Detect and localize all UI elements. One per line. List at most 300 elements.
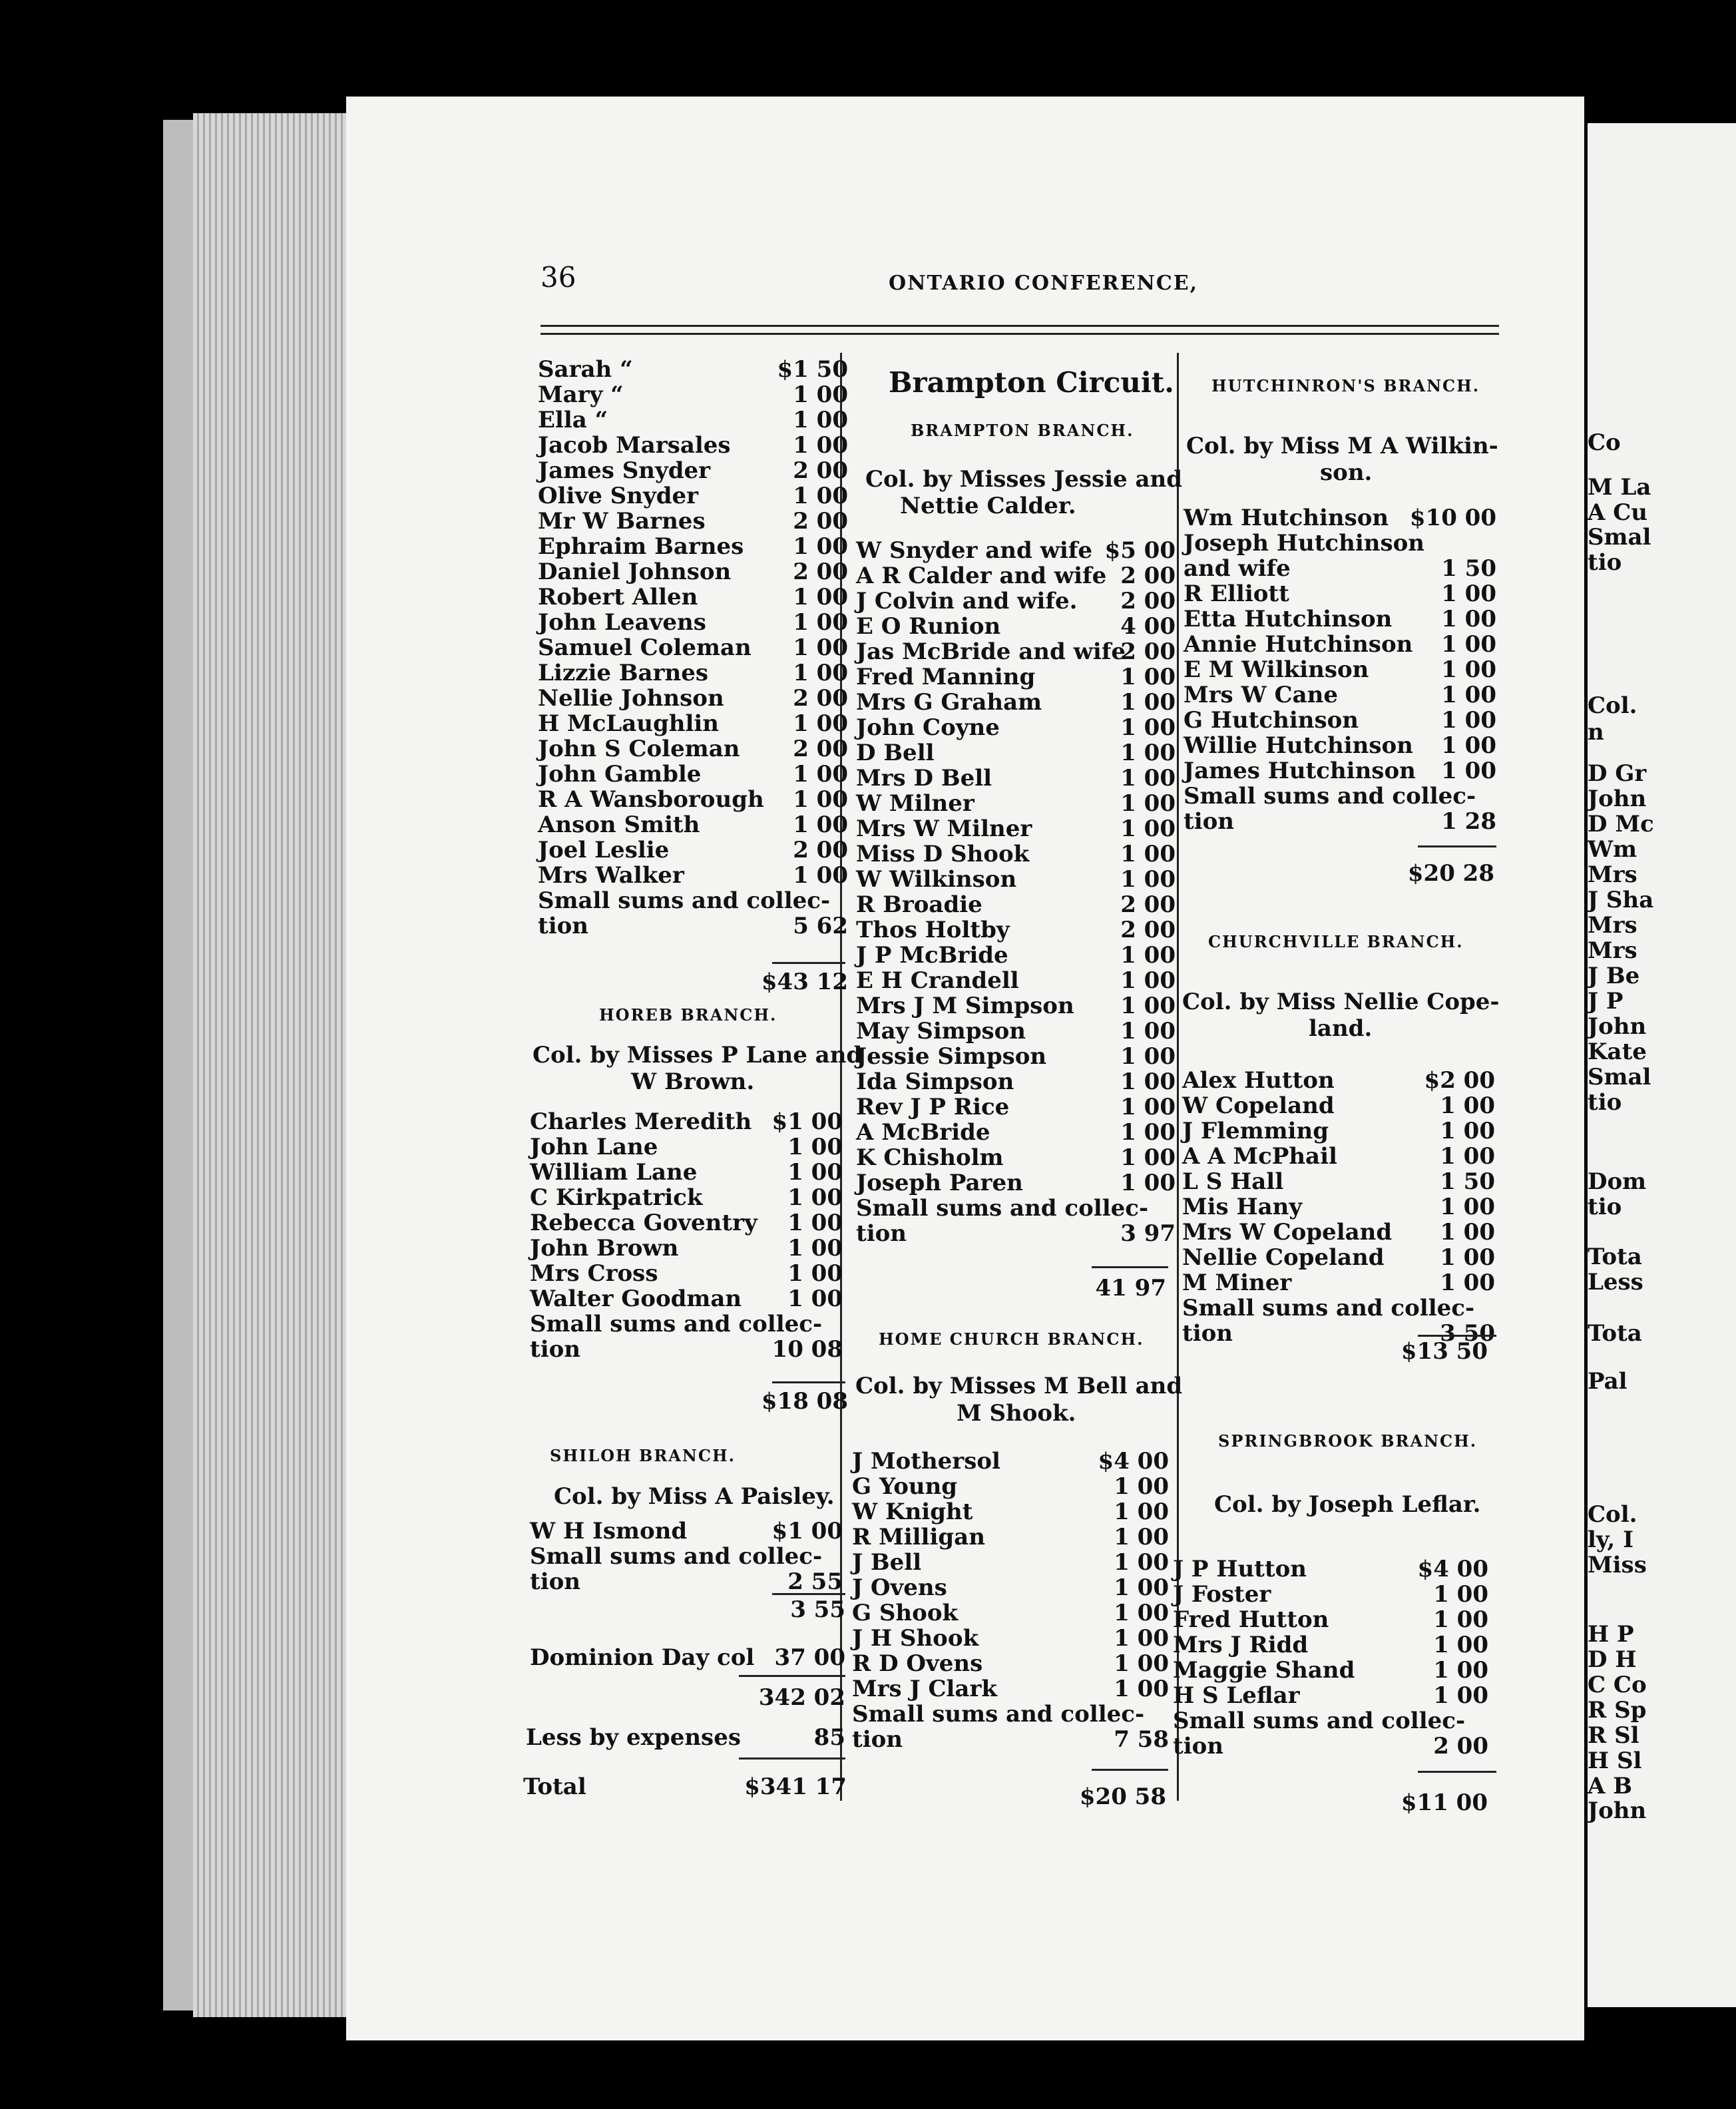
- donor-name: Daniel Johnson: [538, 559, 732, 585]
- fragment-text: D Gr: [1588, 760, 1647, 787]
- fragment-text: tio: [1588, 549, 1622, 576]
- donor-name: Mrs J Ridd: [1173, 1632, 1309, 1658]
- donor-name: W Copeland: [1182, 1092, 1335, 1119]
- fragment-text: Col.: [1588, 1501, 1637, 1528]
- donor-name: Small sums and collec-: [852, 1701, 1145, 1728]
- amount: 1 00: [1120, 664, 1176, 690]
- donor-name: J P Hutton: [1173, 1556, 1307, 1582]
- amount: 1 00: [1114, 1625, 1169, 1652]
- ledger-row: [852, 1524, 1169, 1549]
- ledger-row: [852, 1701, 1169, 1726]
- ledger-row: [526, 1724, 845, 1750]
- ledger-row: [856, 689, 1176, 714]
- donor-name: John Leavens: [538, 609, 706, 636]
- amount: 1 00: [1114, 1574, 1169, 1601]
- amount: 1 00: [793, 381, 848, 408]
- total: $11 00: [1401, 1789, 1488, 1816]
- ledger-row: [538, 356, 848, 381]
- ledger-row: [856, 917, 1176, 942]
- branch-heading: HOME CHURCH BRANCH.: [879, 1329, 1144, 1349]
- amount: 1 00: [1441, 606, 1496, 632]
- donor-name: Small sums and collec-: [1184, 783, 1476, 810]
- ledger-row: [852, 1676, 1169, 1701]
- running-head: ONTARIO CONFERENCE,: [889, 272, 1199, 295]
- ledger-row: [530, 1210, 843, 1235]
- branch-heading: HUTCHINRON'S BRANCH.: [1211, 376, 1480, 395]
- donor-name: Charles Meredith: [530, 1108, 752, 1135]
- donor-name: Ephraim Barnes: [538, 533, 744, 560]
- header-rule-top: [541, 325, 1499, 327]
- ledger-row: [856, 1018, 1176, 1043]
- donor-name: James Snyder: [538, 457, 711, 484]
- ledger-row: [1184, 732, 1496, 758]
- donor-name: L S Hall: [1182, 1168, 1284, 1195]
- ledger-row: [856, 1195, 1176, 1220]
- donor-name: John Coyne: [856, 714, 1000, 741]
- ledger-row: [538, 736, 848, 761]
- ledger-row: [856, 841, 1176, 866]
- donor-name: Fred Manning: [856, 664, 1036, 690]
- ledger-row: [538, 559, 848, 584]
- ledger-row: [538, 584, 848, 609]
- ledger-row: [856, 765, 1176, 790]
- donor-name: Mary “: [538, 381, 624, 408]
- donor-name: W Milner: [856, 790, 975, 817]
- total: $20 28: [1407, 860, 1494, 887]
- fragment-text: D Mc: [1588, 811, 1654, 837]
- sum-rule: [1092, 1266, 1168, 1268]
- ledger-row: [538, 432, 848, 457]
- ledger-row: [530, 1644, 845, 1670]
- ledger-row: [1182, 1118, 1495, 1143]
- amount: 2 00: [1120, 588, 1176, 614]
- donor-name: R D Ovens: [852, 1650, 983, 1677]
- donor-name: D Bell: [856, 740, 935, 766]
- amount: 1 00: [1120, 866, 1176, 893]
- amount: 1 00: [1120, 714, 1176, 741]
- donor-name: R A Wansborough: [538, 786, 764, 813]
- ledger-row: [538, 407, 848, 432]
- donor-name: G Young: [852, 1473, 958, 1500]
- amount: 1 00: [1120, 1170, 1176, 1196]
- ledger-row: [530, 1184, 843, 1210]
- fragment-text: R Sp: [1588, 1697, 1647, 1724]
- ledger-row: [852, 1574, 1169, 1600]
- ledger-row: [1173, 1733, 1488, 1758]
- ledger-row: [852, 1499, 1169, 1524]
- amount: 1 00: [787, 1235, 843, 1262]
- amount: 1 00: [1440, 1143, 1495, 1170]
- donor-name: A R Calder and wife: [856, 563, 1107, 589]
- ledger-row: [856, 714, 1176, 740]
- amount: 1 00: [793, 432, 848, 459]
- amount: 1 00: [787, 1134, 843, 1160]
- donor-name: Mr W Barnes: [538, 508, 706, 535]
- donor-name: tion: [852, 1726, 903, 1753]
- ledger-row: [1184, 656, 1496, 682]
- donor-name: Lizzie Barnes: [538, 660, 708, 686]
- ledger-row: [1173, 1581, 1488, 1606]
- donor-name: Samuel Coleman: [538, 634, 752, 661]
- amount: 1 00: [1120, 1144, 1176, 1171]
- ledger-row: [530, 1518, 843, 1543]
- donor-name: A A McPhail: [1182, 1143, 1337, 1170]
- fragment-text: H P: [1588, 1621, 1634, 1648]
- amount: $5 00: [1104, 537, 1176, 564]
- amount: 1 00: [1120, 1043, 1176, 1070]
- amount: 1 00: [1440, 1092, 1495, 1119]
- ledger-row: [856, 891, 1176, 917]
- amount: 1 00: [1433, 1581, 1488, 1608]
- amount: $341 17: [744, 1773, 847, 1800]
- ledger-row: [538, 457, 848, 483]
- gross: 342 02: [758, 1684, 845, 1711]
- ledger-row: [1184, 682, 1496, 707]
- donor-name: Miss D Shook: [856, 841, 1030, 867]
- ledger-row: [852, 1726, 1169, 1752]
- ledger-row: [856, 1068, 1176, 1094]
- sum-rule: [739, 1675, 845, 1677]
- ledger-row: [1182, 1168, 1495, 1194]
- amount: 1 00: [1120, 816, 1176, 842]
- ledger-row: [856, 993, 1176, 1018]
- amount: 2 00: [793, 837, 848, 863]
- amount: 1 00: [1114, 1499, 1169, 1525]
- ledger-row: [856, 790, 1176, 816]
- fragment-text: D H: [1588, 1646, 1637, 1673]
- donor-name: Olive Snyder: [538, 483, 699, 509]
- amount: 1 00: [793, 660, 848, 686]
- branch-heading: SPRINGBROOK BRANCH.: [1218, 1431, 1478, 1451]
- ledger-row: [856, 1220, 1176, 1246]
- amount: 1 00: [1120, 967, 1176, 994]
- ledger-row: [1182, 1219, 1495, 1244]
- amount: $4 00: [1098, 1448, 1169, 1475]
- amount: 1 00: [787, 1286, 843, 1312]
- ledger-row: [1182, 1270, 1495, 1295]
- donor-name: K Chisholm: [856, 1144, 1004, 1171]
- fragment-text: Tota: [1588, 1244, 1642, 1270]
- donor-name: Thos Holtby: [856, 917, 1010, 943]
- right-page-fragment: [1588, 123, 1736, 2007]
- ledger-row: [530, 1108, 843, 1134]
- amount: 1 00: [787, 1184, 843, 1211]
- ledger-row: [538, 660, 848, 685]
- donor-name: Sarah “: [538, 356, 633, 383]
- fragment-text: A Cu: [1588, 499, 1647, 526]
- ledger-row: [856, 1144, 1176, 1170]
- donor-name: tion: [530, 1568, 581, 1595]
- amount: 1 28: [1441, 808, 1496, 835]
- ledger-row: [1173, 1708, 1488, 1733]
- donor-name: W H Ismond: [530, 1518, 688, 1544]
- donor-name: J Colvin and wife.: [856, 588, 1078, 614]
- donor-name: Ella “: [538, 407, 608, 433]
- amount: 5 62: [793, 913, 848, 939]
- donor-name: E M Wilkinson: [1184, 656, 1369, 683]
- amount: $1 00: [771, 1108, 843, 1135]
- amount: 2 00: [1120, 891, 1176, 918]
- donor-name: E O Runion: [856, 613, 1001, 640]
- fragment-text: J P: [1588, 988, 1624, 1015]
- ledger-row: [530, 1543, 843, 1568]
- donor-name: G Shook: [852, 1600, 959, 1626]
- amount: 1 00: [1441, 758, 1496, 784]
- ledger-row: [856, 1119, 1176, 1144]
- amount: 1 00: [1440, 1118, 1495, 1144]
- amount: 2 00: [793, 685, 848, 712]
- amount: 1 00: [1120, 790, 1176, 817]
- fragment-text: n: [1588, 719, 1604, 746]
- donor-name: H McLaughlin: [538, 710, 719, 737]
- amount: 1 00: [1441, 682, 1496, 708]
- ledger-row: [530, 1134, 843, 1159]
- fragment-text: Co: [1588, 429, 1621, 456]
- collector-line: son.: [1320, 459, 1373, 486]
- ledger-row: [852, 1448, 1169, 1473]
- donor-name: tion: [1182, 1320, 1233, 1347]
- ledger-row: [523, 1773, 847, 1799]
- donor-name: Small sums and collec-: [530, 1543, 823, 1570]
- fragment-text: R Sl: [1588, 1722, 1639, 1749]
- donor-name: E H Crandell: [856, 967, 1019, 994]
- page-edges: [193, 113, 359, 2017]
- sum-rule: [739, 1758, 845, 1759]
- donor-name: W Knight: [852, 1499, 973, 1525]
- amount: 7 58: [1114, 1726, 1169, 1753]
- ledger-row: [538, 837, 848, 862]
- ledger-row: [856, 740, 1176, 765]
- fragment-text: John: [1588, 786, 1647, 812]
- fragment-text: Tota: [1588, 1320, 1642, 1347]
- collector-line: W Brown.: [631, 1068, 755, 1095]
- amount: 1 00: [1114, 1600, 1169, 1626]
- sum-rule: [772, 1593, 845, 1595]
- collector-line: Col. by Miss M A Wilkin-: [1186, 433, 1498, 459]
- amount: 1 00: [787, 1159, 843, 1186]
- donor-name: John Lane: [530, 1134, 658, 1160]
- donor-name: J Mothersol: [852, 1448, 1000, 1475]
- donor-name: R Elliott: [1184, 581, 1289, 607]
- ledger-row: [856, 588, 1176, 613]
- donor-name: tion: [856, 1220, 907, 1247]
- fragment-text: Mrs: [1588, 912, 1637, 939]
- donor-name: A McBride: [856, 1119, 990, 1146]
- donor-name: H S Leflar: [1173, 1682, 1300, 1709]
- amount: 85: [813, 1724, 845, 1751]
- collector-line: Col. by Misses M Bell and: [855, 1373, 1183, 1399]
- donor-name: Small sums and collec-: [1173, 1708, 1466, 1734]
- donor-name: Mrs Walker: [538, 862, 684, 889]
- ledger-row: [530, 1311, 843, 1336]
- donor-name: J H Shook: [852, 1625, 979, 1652]
- donor-name: Jas McBride and wife: [856, 638, 1126, 665]
- total: $20 58: [1079, 1783, 1166, 1810]
- fragment-text: Dom: [1588, 1168, 1647, 1195]
- donor-name: Small sums and collec-: [856, 1195, 1149, 1222]
- donor-name: Mrs W Cane: [1184, 682, 1338, 708]
- circuit-title: Brampton Circuit.: [889, 366, 1174, 399]
- donor-name: Ida Simpson: [856, 1068, 1014, 1095]
- donor-name: Total: [523, 1773, 586, 1800]
- sum-rule: [772, 962, 845, 964]
- ledger-row: [538, 710, 848, 736]
- donor-name: Mrs Cross: [530, 1260, 658, 1287]
- donor-name: Mrs J M Simpson: [856, 993, 1074, 1019]
- amount: 1 00: [1433, 1606, 1488, 1633]
- sum-rule: [1418, 1771, 1496, 1773]
- amount: 2 00: [793, 736, 848, 762]
- collector-line: Col. by Misses P Lane and: [533, 1042, 863, 1068]
- donor-name: Small sums and collec-: [538, 887, 831, 914]
- amount: 1 00: [1440, 1270, 1495, 1296]
- donor-name: Annie Hutchinson: [1184, 631, 1413, 658]
- branch-heading: CHURCHVILLE BRANCH.: [1208, 932, 1464, 951]
- amount: 1 00: [793, 862, 848, 889]
- fragment-text: C Co: [1588, 1672, 1647, 1698]
- donor-name: J P McBride: [856, 942, 1008, 969]
- ledger-row: [856, 1094, 1176, 1119]
- amount: 1 00: [1441, 707, 1496, 734]
- ledger-row: [538, 508, 848, 533]
- ledger-row: [1173, 1657, 1488, 1682]
- ledger-row: [530, 1286, 843, 1311]
- amount: 1 00: [1441, 656, 1496, 683]
- fragment-text: M La: [1588, 474, 1651, 501]
- ledger-row: [1173, 1632, 1488, 1657]
- ledger-row: [1184, 555, 1496, 581]
- page-number: 36: [541, 261, 576, 294]
- donor-name: Small sums and collec-: [1182, 1295, 1475, 1321]
- fragment-text: A B: [1588, 1773, 1632, 1799]
- fragment-text: Pal: [1588, 1368, 1628, 1395]
- fragment-text: Mrs: [1588, 861, 1637, 888]
- ledger-row: [1182, 1244, 1495, 1270]
- ledger-row: [538, 887, 848, 913]
- collector-line: M Shook.: [957, 1400, 1076, 1427]
- amount: 10 08: [771, 1336, 843, 1363]
- branch-heading: BRAMPTON BRANCH.: [911, 421, 1134, 440]
- donor-name: C Kirkpatrick: [530, 1184, 703, 1211]
- ledger-row: [538, 381, 848, 407]
- amount: 1 00: [1440, 1244, 1495, 1271]
- amount: 1 00: [1120, 1119, 1176, 1146]
- amount: 2 00: [1120, 917, 1176, 943]
- ledger-row: [856, 1170, 1176, 1195]
- ledger-row: [1173, 1556, 1488, 1581]
- amount: 3 97: [1120, 1220, 1176, 1247]
- ledger-row: [1184, 581, 1496, 606]
- ledger-row: [856, 638, 1176, 664]
- ledger-row: [856, 866, 1176, 891]
- donor-name: Fred Hutton: [1173, 1606, 1329, 1633]
- amount: 1 00: [1114, 1473, 1169, 1500]
- ledger-row: [530, 1235, 843, 1260]
- donor-name: tion: [530, 1336, 581, 1363]
- ledger-row: [852, 1650, 1169, 1676]
- donor-name: Less by expenses: [526, 1724, 741, 1751]
- ledger-row: [1173, 1682, 1488, 1708]
- amount: 37 00: [774, 1644, 845, 1671]
- fragment-text: Kate: [1588, 1039, 1647, 1065]
- donor-name: Mrs D Bell: [856, 765, 992, 792]
- ledger-row: [538, 812, 848, 837]
- sum-rule: [772, 1381, 845, 1383]
- collector-line: Col. by Miss Nellie Cope-: [1182, 989, 1500, 1015]
- header-rule-bottom: [541, 333, 1499, 335]
- amount: 1 50: [1440, 1168, 1495, 1195]
- ledger-row: [1184, 631, 1496, 656]
- amount: 1 00: [1114, 1549, 1169, 1576]
- ledger-row: [852, 1473, 1169, 1499]
- donor-name: John Brown: [530, 1235, 679, 1262]
- ledger-row: [852, 1600, 1169, 1625]
- amount: 1 00: [793, 812, 848, 838]
- ledger-row: [1182, 1092, 1495, 1118]
- ledger-row: [1184, 707, 1496, 732]
- fragment-text: John: [1588, 1797, 1647, 1824]
- amount: 1 00: [787, 1260, 843, 1287]
- amount: 1 00: [793, 533, 848, 560]
- branch-heading: SHILOH BRANCH.: [550, 1446, 736, 1465]
- collector-line: Col. by Joseph Leflar.: [1214, 1491, 1481, 1518]
- amount: 1 00: [1120, 689, 1176, 716]
- amount: 2 00: [793, 457, 848, 484]
- fragment-text: H Sl: [1588, 1748, 1642, 1774]
- ledger-row: [538, 609, 848, 634]
- amount: 1 50: [1441, 555, 1496, 582]
- ledger-row: [1184, 606, 1496, 631]
- branch-heading: HOREB BRANCH.: [599, 1005, 777, 1025]
- ledger-row: [856, 664, 1176, 689]
- ledger-row: [1182, 1067, 1495, 1092]
- amount: 1 00: [1114, 1676, 1169, 1702]
- donor-name: James Hutchinson: [1184, 758, 1416, 784]
- donor-name: Mrs J Clark: [852, 1676, 997, 1702]
- donor-name: Maggie Shand: [1173, 1657, 1355, 1684]
- amount: 4 00: [1120, 613, 1176, 640]
- collector-line: Col. by Misses Jessie and: [865, 466, 1183, 493]
- donor-name: J Flemming: [1182, 1118, 1329, 1144]
- ledger-row: [538, 786, 848, 812]
- total: $43 12: [761, 969, 848, 995]
- amount: 1 00: [1120, 740, 1176, 766]
- amount: 1 00: [1120, 841, 1176, 867]
- ledger-row: [1184, 783, 1496, 808]
- ledger-row: [530, 1260, 843, 1286]
- ledger-row: [538, 913, 848, 938]
- ledger-row: [530, 1159, 843, 1184]
- sum-rule: [1418, 1335, 1496, 1337]
- fragment-text: Miss: [1588, 1552, 1647, 1578]
- amount: 1 00: [793, 761, 848, 788]
- donor-name: John S Coleman: [538, 736, 740, 762]
- fragment-text: tio: [1588, 1194, 1622, 1220]
- donor-name: W Snyder and wife: [856, 537, 1093, 564]
- ledger-row: [538, 685, 848, 710]
- amount: 1 00: [793, 786, 848, 813]
- donor-name: Walter Goodman: [530, 1286, 742, 1312]
- donor-name: Joseph Hutchinson: [1184, 530, 1425, 557]
- donor-name: Mis Hany: [1182, 1194, 1303, 1220]
- amount: $1 00: [771, 1518, 843, 1544]
- fragment-text: J Sha: [1588, 887, 1654, 913]
- fragment-text: Mrs: [1588, 937, 1637, 964]
- amount: $2 00: [1424, 1067, 1495, 1094]
- ledger-row: [530, 1568, 843, 1594]
- amount: 2 00: [1120, 638, 1176, 665]
- donor-name: Dominion Day col: [530, 1644, 755, 1671]
